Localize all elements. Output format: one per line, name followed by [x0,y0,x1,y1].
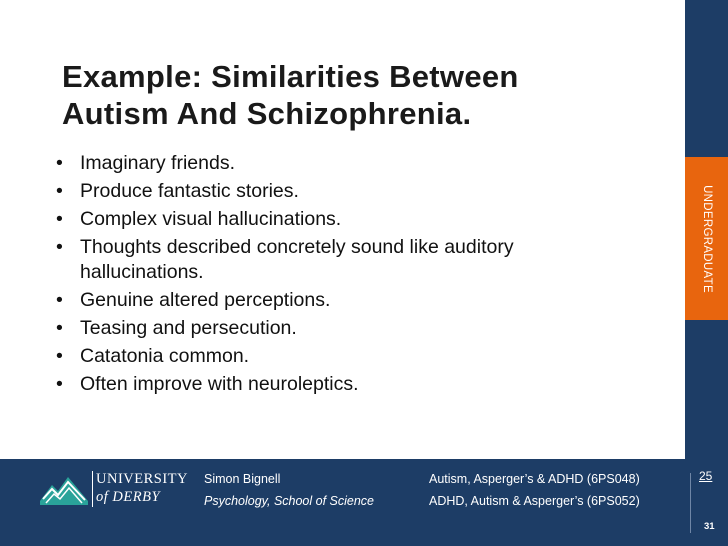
author-name: Simon Bignell [204,472,281,486]
bullet-item: • Imaginary friends. [56,152,235,174]
logo-divider [92,471,93,507]
logo-line-2: of DERBY [96,489,161,505]
page-box [685,459,728,546]
side-label-box [685,157,728,320]
bullet-icon: • [56,345,63,367]
bullet-item: • Teasing and persecution. [56,317,297,339]
mountain-logo-icon [40,471,88,511]
course-1: Autism, Asperger’s & ADHD (6PS048) [429,472,640,486]
author-block [204,468,374,512]
page-divider [690,473,691,533]
lecture-number: 25 [699,469,713,483]
bullet-icon: • [56,236,63,258]
bullet-icon: • [56,289,63,311]
bullet-icon: • [56,208,63,230]
title-line-1: Example: Similarities Between [62,59,519,94]
bullet-item: • Genuine altered perceptions. [56,289,331,311]
university-logo [40,469,187,513]
side-label: UNDERGRADUATE [700,184,713,293]
bullet-icon: • [56,317,63,339]
bullet-icon: • [56,152,63,174]
bullet-item: • Produce fantastic stories. [56,180,299,202]
bullet-icon: • [56,373,63,395]
bullet-item: • Thoughts described concretely sound like auditory hallucinations. [56,236,514,283]
logo-text [96,470,188,506]
slide-title [62,58,662,132]
bullet-item: • Complex visual hallucinations. [56,208,342,230]
slide-number: 31 [704,521,715,532]
author-department: Psychology, School of Science [204,494,375,508]
side-band [685,0,728,459]
bullet-item: • Catatonia common. [56,345,250,367]
logo-line-1: UNIVERSITY [96,471,188,487]
bullet-item: • Often improve with neuroleptics. [56,373,359,395]
bullet-list [56,151,676,400]
footer-bar [0,459,728,546]
title-line-2: Autism And Schizophrenia. [62,96,472,131]
bullet-icon: • [56,180,63,202]
course-block [429,468,640,512]
course-2: ADHD, Autism & Asperger’s (6PS052) [429,494,640,508]
